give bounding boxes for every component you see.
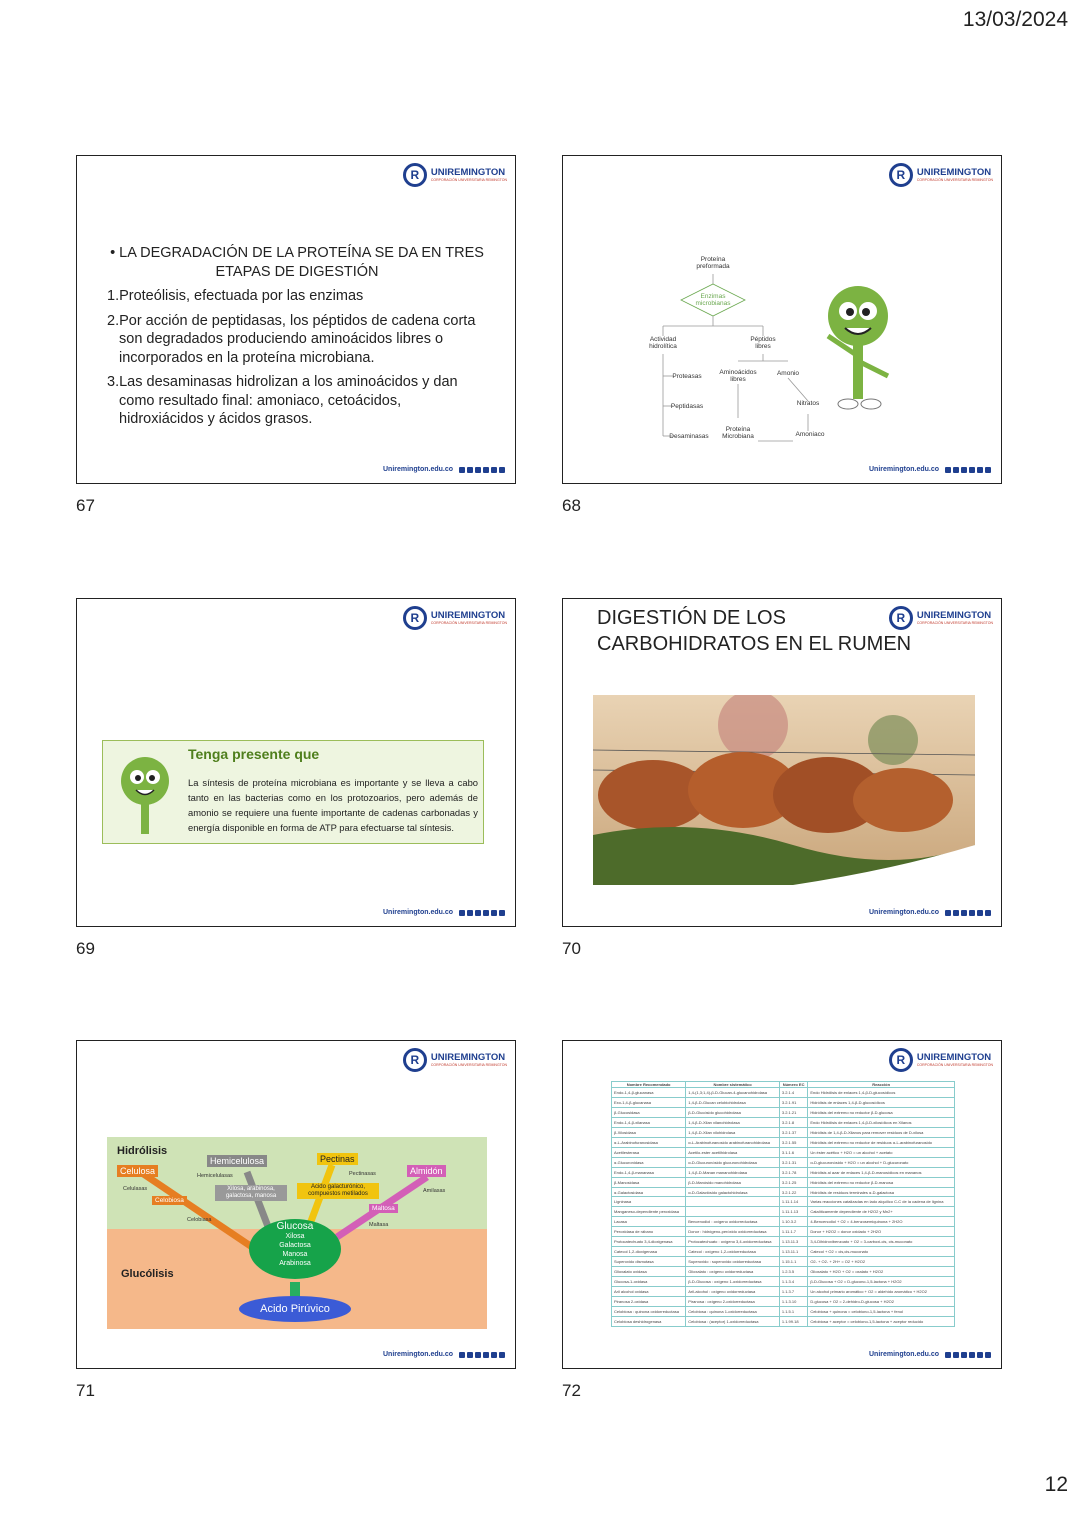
table-cell: Superoxido dismutasa: [612, 1257, 686, 1267]
linkedin-icon[interactable]: [459, 467, 465, 473]
table-cell: Bencenodiol : oxígeno oxidorreductasa: [686, 1217, 780, 1227]
slide-69: [76, 598, 516, 927]
slide-number: 70: [562, 939, 581, 958]
table-cell: β-D-Glucosa + O2 = D-glucono-1,5-lactona + H2O2: [808, 1277, 955, 1287]
table-cell: Celobiosa deshidrogenasa: [612, 1316, 686, 1326]
table-cell: 1,4-β-D-Xilan xilanohidrolasa: [686, 1117, 780, 1127]
youtube-icon[interactable]: [467, 910, 473, 916]
table-row: [612, 1277, 955, 1287]
page-number: 12: [1044, 1473, 1068, 1496]
table-cell: α-D-Galactósido galactohidrolasa: [686, 1187, 780, 1197]
table-cell: 1.13.11.3: [779, 1237, 807, 1247]
box-acido-galacturonico: Acido galacturónico, compuestos metilados: [297, 1183, 379, 1199]
instagram-icon[interactable]: [491, 910, 497, 916]
table-cell: Hidrólisis del extremo no reductor β-D-glucosa: [808, 1107, 955, 1117]
table-cell: β-D-Glucosa : oxígeno 1-oxidorreductasa: [686, 1277, 780, 1287]
website-link[interactable]: Uniremington.edu.co: [869, 466, 939, 473]
label-amilasas: Amilasas: [423, 1188, 446, 1194]
facebook-icon[interactable]: [499, 467, 505, 473]
social-icons: [945, 910, 991, 916]
tiktok-icon[interactable]: [961, 467, 967, 473]
table-cell: Endo-1,4-β-glucanasa: [612, 1088, 686, 1098]
brand-name: UNIREMINGTON: [916, 167, 992, 178]
list-item: 1.Proteólisis, efectuada por las enzimas: [107, 288, 364, 304]
logo-r-icon: R: [889, 163, 913, 187]
table-row: [612, 1197, 955, 1207]
box-pectinas: Pectinas: [317, 1153, 358, 1165]
enzyme-table: [611, 1081, 955, 1327]
glucosa-ellipse: [249, 1219, 341, 1279]
social-icons: [945, 467, 991, 473]
slide-footer: [869, 1351, 991, 1358]
facebook-icon[interactable]: [985, 910, 991, 916]
instagram-icon[interactable]: [977, 467, 983, 473]
youtube-icon[interactable]: [467, 467, 473, 473]
table-header: Número EC: [779, 1082, 807, 1088]
twitter-icon[interactable]: [483, 467, 489, 473]
table-cell: α-Galactosidasa: [612, 1187, 686, 1197]
table-cell: β-Manosidasa: [612, 1177, 686, 1187]
table-cell: Hidrólisis de residuos terminales α-D-galactosa: [808, 1187, 955, 1197]
box-celulosa: Celulosa: [117, 1165, 158, 1177]
node-amonio: Amonio: [776, 370, 800, 377]
table-cell: Manganeso-dependiente peroxidasa: [612, 1207, 686, 1217]
table-cell: Lacasa: [612, 1217, 686, 1227]
table-row: [612, 1297, 955, 1307]
table-row: [612, 1287, 955, 1297]
table-cell: 1.11.1.7: [779, 1227, 807, 1237]
table-cell: β-D-Manósido manohidrolasa: [686, 1177, 780, 1187]
table-cell: 3.2.1.91: [779, 1097, 807, 1107]
table-row: [612, 1088, 955, 1098]
website-link[interactable]: Uniremington.edu.co: [869, 1351, 939, 1358]
social-icons: [459, 910, 505, 916]
table-cell: Aril-alcohol : oxígeno oxidorreductasa: [686, 1287, 780, 1297]
table-cell: Donor + H2O2 = donor oxidado + 2H2O: [808, 1227, 955, 1237]
slide-footer: [383, 909, 505, 916]
table-cell: 1,4-β-D-Xilan xilohidrolasa: [686, 1127, 780, 1137]
youtube-icon[interactable]: [953, 1352, 959, 1358]
instagram-icon[interactable]: [977, 1352, 983, 1358]
brand-sub: CORPORACIÓN UNIVERSITARIA REMINGTON: [916, 620, 993, 625]
table-cell: 3.2.1.22: [779, 1187, 807, 1197]
list-item: 3.Las desaminasas hidrolizan a los aminoácidos y dan como resultado final: amoniaco, cetoácidos, hidroxiácidos y ácidos grasos.: [107, 374, 458, 427]
flow-lines: [563, 156, 1002, 484]
box-celobiosa: Celobiosa: [152, 1196, 187, 1205]
instagram-icon[interactable]: [491, 467, 497, 473]
table-cell: Catecol + O2 = cis,cis-muconato: [808, 1247, 955, 1257]
table-cell: Hidrólisis del extremo no reductor de residuos α-L-arabinofuranosido: [808, 1137, 955, 1147]
table-row: [612, 1167, 955, 1177]
slide-number: 68: [562, 496, 581, 515]
table-cell: Celobiosa + quinona = celobiono-1,5-lactona + fenol: [808, 1306, 955, 1316]
table-cell: Hidrólisis de 1,4-β-D-Xilanos para remover residuos de D-xilosa: [808, 1127, 955, 1137]
table-row: [612, 1157, 955, 1167]
linkedin-icon[interactable]: [945, 467, 951, 473]
uniremington-logo: [889, 1048, 993, 1072]
table-cell: Glucosa-1-oxidasa: [612, 1277, 686, 1287]
table-cell: 3.2.1.21: [779, 1107, 807, 1117]
table-cell: Protocatechuato : oxígeno 3,4-oxidorreductasa: [686, 1237, 780, 1247]
table-cell: 1.11.1.13: [779, 1207, 807, 1217]
table-cell: [686, 1207, 780, 1217]
table-cell: 1,4-β-D-Manan mananohidrolasa: [686, 1167, 780, 1177]
website-link[interactable]: Uniremington.edu.co: [383, 466, 453, 473]
tiktok-icon[interactable]: [961, 910, 967, 916]
table-cell: Peroxidasa de rábano: [612, 1227, 686, 1237]
table-cell: α-D-glucuronósido + H2O = un alcohol + D-glucuronato: [808, 1157, 955, 1167]
facebook-icon[interactable]: [985, 467, 991, 473]
table-cell: O2- + O2- + 2H+ = O2 + H2O2: [808, 1257, 955, 1267]
table-cell: Catalíticamente dependiente de H2O2 y Mn2+: [808, 1207, 955, 1217]
slide-footer: [869, 466, 991, 473]
label-pectinasas: Pectinasas: [349, 1171, 376, 1177]
youtube-icon[interactable]: [467, 1352, 473, 1358]
table-cell: 1.1.5.1: [779, 1306, 807, 1316]
node-desaminasas: Desaminasas: [669, 433, 709, 440]
label-celulasas: Celulasas: [123, 1186, 148, 1192]
table-cell: 1.11.1.14: [779, 1197, 807, 1207]
node-proteasas: Proteasas: [672, 373, 702, 380]
table-cell: Endo Hidrólisis de enlaces 1,4-β-D-xilosídicos en Xilanos: [808, 1117, 955, 1127]
mascot-illustration: [813, 276, 913, 426]
label-celobiasa: Celobiasa: [187, 1217, 212, 1223]
table-cell: Celobiosa : quinona 1-oxidorreductasa: [686, 1306, 780, 1316]
brand-sub: CORPORACIÓN UNIVERSITARIA REMINGTON: [430, 620, 507, 625]
table-cell: 3.2.1.78: [779, 1167, 807, 1177]
table-cell: 1.15.1.1: [779, 1257, 807, 1267]
table-cell: 1.1.3.10: [779, 1297, 807, 1307]
twitter-icon[interactable]: [483, 1352, 489, 1358]
table-cell: 1.10.3.2: [779, 1217, 807, 1227]
facebook-icon[interactable]: [985, 1352, 991, 1358]
table-row: [612, 1306, 955, 1316]
table-cell: 3.2.1.8: [779, 1117, 807, 1127]
table-cell: Aril alcohol oxidasa: [612, 1287, 686, 1297]
table-cell: 3.2.1.25: [779, 1177, 807, 1187]
twitter-icon[interactable]: [969, 467, 975, 473]
table-cell: Catecol 1,2-dioxigenasa: [612, 1247, 686, 1257]
slide-number: 72: [562, 1381, 581, 1400]
table-row: [612, 1227, 955, 1237]
table-cell: Catecol : oxígeno 1,2-oxidorreductasa: [686, 1247, 780, 1257]
table-cell: Hidrólisis de enlaces 1,4-β-D-glucosídicos: [808, 1097, 955, 1107]
brand-sub: CORPORACIÓN UNIVERSITARIA REMINGTON: [430, 1062, 507, 1067]
table-cell: Acetilesterasa: [612, 1147, 686, 1157]
node-actividad: Actividad hidrolítica: [649, 336, 677, 350]
table-cell: [686, 1197, 780, 1207]
brand-sub: CORPORACIÓN UNIVERSITARIA REMINGTON: [916, 177, 993, 182]
note-body: La síntesis de proteína microbiana es importante y se lleva a cabo tanto en las bacterias como en los protozoarios, pero además de amonio se requiere una fuente importante de cadenas carbonadas y energía disponible en forma de ATP para efectuarse tal síntesis.: [188, 777, 478, 833]
box-almidon: Almidón: [407, 1165, 446, 1177]
social-icons: [459, 467, 505, 473]
table-cell: Piranosa 2-oxidasa: [612, 1297, 686, 1307]
table-cell: β-Xilosidasa: [612, 1127, 686, 1137]
uniremington-logo: [403, 163, 507, 187]
table-cell: 3.1.1.6: [779, 1147, 807, 1157]
table-cell: Superoxido : superoxido oxidorreductasa: [686, 1257, 780, 1267]
table-header: Reacción: [808, 1082, 955, 1088]
instagram-icon[interactable]: [491, 1352, 497, 1358]
tiktok-icon[interactable]: [475, 1352, 481, 1358]
table-row: [612, 1257, 955, 1267]
uniremington-logo: [403, 606, 507, 630]
table-cell: α-L-Arabinofuranosidasa: [612, 1137, 686, 1147]
label-hemicelulasas: Hemicelulasas: [197, 1173, 233, 1179]
linkedin-icon[interactable]: [459, 910, 465, 916]
table-cell: 3,4-Dihidroxibenzoato + O2 = 3-carboxi-cis, cis-muconato: [808, 1237, 955, 1247]
table-row: [612, 1207, 955, 1217]
slide-70: [562, 598, 1002, 927]
page-date: 13/03/2024: [962, 8, 1068, 31]
brand-name: UNIREMINGTON: [430, 167, 506, 178]
label-hidrolisis: Hidrólisis: [117, 1145, 168, 1157]
slide-footer: [869, 909, 991, 916]
table-cell: Hidrólisis del extremo no reductor β-D-manosa: [808, 1177, 955, 1187]
table-cell: Celobiosa : (aceptor) 1-oxidorreductasa: [686, 1316, 780, 1326]
table-cell: Exo-1,4-β-glucanasa: [612, 1097, 686, 1107]
box-maltosa: Maltosa: [369, 1204, 398, 1213]
node-enzimas: Enzimas microbianas: [695, 293, 731, 307]
table-cell: Donor : hidrógeno-peróxido oxidorreductasa: [686, 1227, 780, 1237]
table-cell: 1.1.3.4: [779, 1277, 807, 1287]
table-cell: Piranosa : oxígeno 2-oxidorreductasa: [686, 1297, 780, 1307]
note-box: [102, 740, 484, 844]
logo-r-icon: R: [889, 1048, 913, 1072]
logo-r-icon: R: [403, 163, 427, 187]
social-icons: [945, 1352, 991, 1358]
website-link[interactable]: Uniremington.edu.co: [383, 1351, 453, 1358]
brand-name: UNIREMINGTON: [430, 610, 506, 621]
table-row: [612, 1237, 955, 1247]
logo-r-icon: R: [889, 606, 913, 630]
slide-heading: • LA DEGRADACIÓN DE LA PROTEÍNA SE DA EN TRES ETAPAS DE DIGESTIÓN: [110, 245, 484, 280]
facebook-icon[interactable]: [499, 1352, 505, 1358]
slide-footer: [383, 1351, 505, 1358]
table-cell: 3.2.1.55: [779, 1137, 807, 1147]
slide-footer: [383, 466, 505, 473]
brand-name: UNIREMINGTON: [916, 1052, 992, 1063]
node-peptidos: Péptidos libres: [750, 336, 776, 350]
table-row: [612, 1177, 955, 1187]
slide-number: 71: [76, 1381, 95, 1400]
node-nitratos: Nitratos: [796, 400, 820, 407]
slide-71: [76, 1040, 516, 1369]
carbohydrate-diagram: [107, 1137, 487, 1329]
twitter-icon[interactable]: [969, 1352, 975, 1358]
node-aminoacidos: Aminoácidos libres: [719, 369, 757, 383]
table-cell: Celobiosa + aceptor = celobiono-1,5-lactona + aceptor reducido: [808, 1316, 955, 1326]
table-row: [612, 1097, 955, 1107]
table-cell: 1.2.3.5: [779, 1267, 807, 1277]
brand-sub: CORPORACIÓN UNIVERSITARIA REMINGTON: [430, 177, 507, 182]
table-cell: D-glucosa + O2 = 2-dehidro-D-glucosa + H2O2: [808, 1297, 955, 1307]
table-cell: Glioxalato + H2O + O2 = oxalato + H2O2: [808, 1267, 955, 1277]
website-link[interactable]: Uniremington.edu.co: [869, 909, 939, 916]
slide-number: 69: [76, 939, 95, 958]
table-row: [612, 1117, 955, 1127]
website-link[interactable]: Uniremington.edu.co: [383, 909, 453, 916]
table-cell: Protocatechuato 3,4-dioxigenasa: [612, 1237, 686, 1247]
table-cell: α-L-Arabinofuranosido arabinofuranohidrolasa: [686, 1137, 780, 1147]
table-cell: 3.2.1.31: [779, 1157, 807, 1167]
table-cell: Endo-1,4-β-mananasa: [612, 1167, 686, 1177]
linkedin-icon[interactable]: [945, 910, 951, 916]
tiktok-icon[interactable]: [475, 467, 481, 473]
cows-photo: [593, 695, 975, 885]
table-header: Nombre sistemático: [686, 1082, 780, 1088]
uniremington-logo: [403, 1048, 507, 1072]
table-cell: 1.13.11.1: [779, 1247, 807, 1257]
table-row: [612, 1267, 955, 1277]
table-cell: Glioxalato : oxígeno oxidorreductasa: [686, 1267, 780, 1277]
table-cell: Endo-1,4-β-xilanasa: [612, 1117, 686, 1127]
table-cell: α-Glucuronidasa: [612, 1157, 686, 1167]
table-row: [612, 1217, 955, 1227]
table-cell: 1.1.3.7: [779, 1287, 807, 1297]
table-cell: Acetilo-ester acetilhidrolasa: [686, 1147, 780, 1157]
label-glucolisis: Glucólisis: [121, 1268, 174, 1280]
slide-72: [562, 1040, 1002, 1369]
note-title: Tenga presente que: [188, 746, 320, 762]
table-cell: Celobiosa : quinona oxidorreductasa: [612, 1306, 686, 1316]
brand-name: UNIREMINGTON: [430, 1052, 506, 1063]
brand-name: UNIREMINGTON: [916, 610, 992, 621]
table-row: [612, 1147, 955, 1157]
table-cell: Un éster acético + H2O = un alcohol + acetato: [808, 1147, 955, 1157]
table-cell: 3.2.1.4: [779, 1088, 807, 1098]
table-cell: β-D-Glucósido glucohidrolasa: [686, 1107, 780, 1117]
glucosa-label: Glucosa: [276, 1221, 314, 1232]
table-row: [612, 1316, 955, 1326]
table-row: [612, 1247, 955, 1257]
instagram-icon[interactable]: [977, 910, 983, 916]
table-cell: Glioxalato oxidasa: [612, 1267, 686, 1277]
list-item: 2.Por acción de peptidasas, los péptidos de cadena corta son degradados produciendo aminoácidos libres o incorporados en la proteína microbiana.: [107, 312, 476, 366]
slide-title: DIGESTIÓN DE LOS CARBOHIDRATOS EN EL RUMEN: [597, 607, 912, 655]
table-row: [612, 1187, 955, 1197]
box-xilosa: Xilosa, arabinosa, galactosa, manosa: [215, 1185, 287, 1201]
social-icons: [459, 1352, 505, 1358]
table-cell: β-Glucosidasa: [612, 1107, 686, 1117]
table-cell: Hidrólisis al azar de enlaces 1,4-β-D-manosídicos en mananos: [808, 1167, 955, 1177]
slide-68: [562, 155, 1002, 484]
table-cell: 4-Bencenodiol + O2 = 4-benzosemiquinona + 2H2O: [808, 1217, 955, 1227]
tiktok-icon[interactable]: [475, 910, 481, 916]
acido-piruvico-ellipse: Acido Pirúvico: [239, 1296, 351, 1322]
linkedin-icon[interactable]: [945, 1352, 951, 1358]
table-row: [612, 1137, 955, 1147]
table-cell: 1,4-(1,3;1,4)-β-D-Glucan-4-glucanohidrolasa: [686, 1088, 780, 1098]
table-cell: 3.2.1.37: [779, 1127, 807, 1137]
slide-number: 67: [76, 496, 95, 515]
brand-sub: CORPORACIÓN UNIVERSITARIA REMINGTON: [916, 1062, 993, 1067]
linkedin-icon[interactable]: [459, 1352, 465, 1358]
node-amoniaco: Amoniaco: [795, 431, 825, 438]
glucosa-list: Xilosa Galactosa Manosa Arabinosa: [279, 1233, 311, 1267]
node-proteina-microbiana: Proteína Microbiana: [722, 426, 754, 440]
slide-67: [76, 155, 516, 484]
table-cell: Ligninasa: [612, 1197, 686, 1207]
table-cell: Endo Hidrólisis de enlaces 1,4-β-D-glucosídicos: [808, 1088, 955, 1098]
mascot-illustration: [108, 746, 183, 838]
table-cell: α-D-Glucuronósido glucuronohidrolasa: [686, 1157, 780, 1167]
logo-r-icon: R: [403, 606, 427, 630]
youtube-icon[interactable]: [953, 910, 959, 916]
box-hemicelulosa: Hemicelulosa: [207, 1155, 267, 1167]
node-proteina-preformada: Proteína preformada: [696, 256, 730, 270]
table-cell: 1,4-β-D-Glucan celobiohidrolasa: [686, 1097, 780, 1107]
twitter-icon[interactable]: [969, 910, 975, 916]
table-cell: 1.1.99.18: [779, 1316, 807, 1326]
logo-r-icon: R: [403, 1048, 427, 1072]
label-maltasa: Maltasa: [369, 1222, 389, 1228]
table-cell: Un alcohol primario aromático + O2 = aldehído aromático + H2O2: [808, 1287, 955, 1297]
table-row: [612, 1107, 955, 1117]
twitter-icon[interactable]: [483, 910, 489, 916]
tiktok-icon[interactable]: [961, 1352, 967, 1358]
facebook-icon[interactable]: [499, 910, 505, 916]
table-row: [612, 1127, 955, 1137]
table-header: Nombre Recomendado: [612, 1082, 686, 1088]
table-cell: Varias reacciones catalizadas en lado alquílico C-C de la cadena de lignina: [808, 1197, 955, 1207]
node-peptidasas: Peptidasas: [670, 403, 704, 410]
youtube-icon[interactable]: [953, 467, 959, 473]
